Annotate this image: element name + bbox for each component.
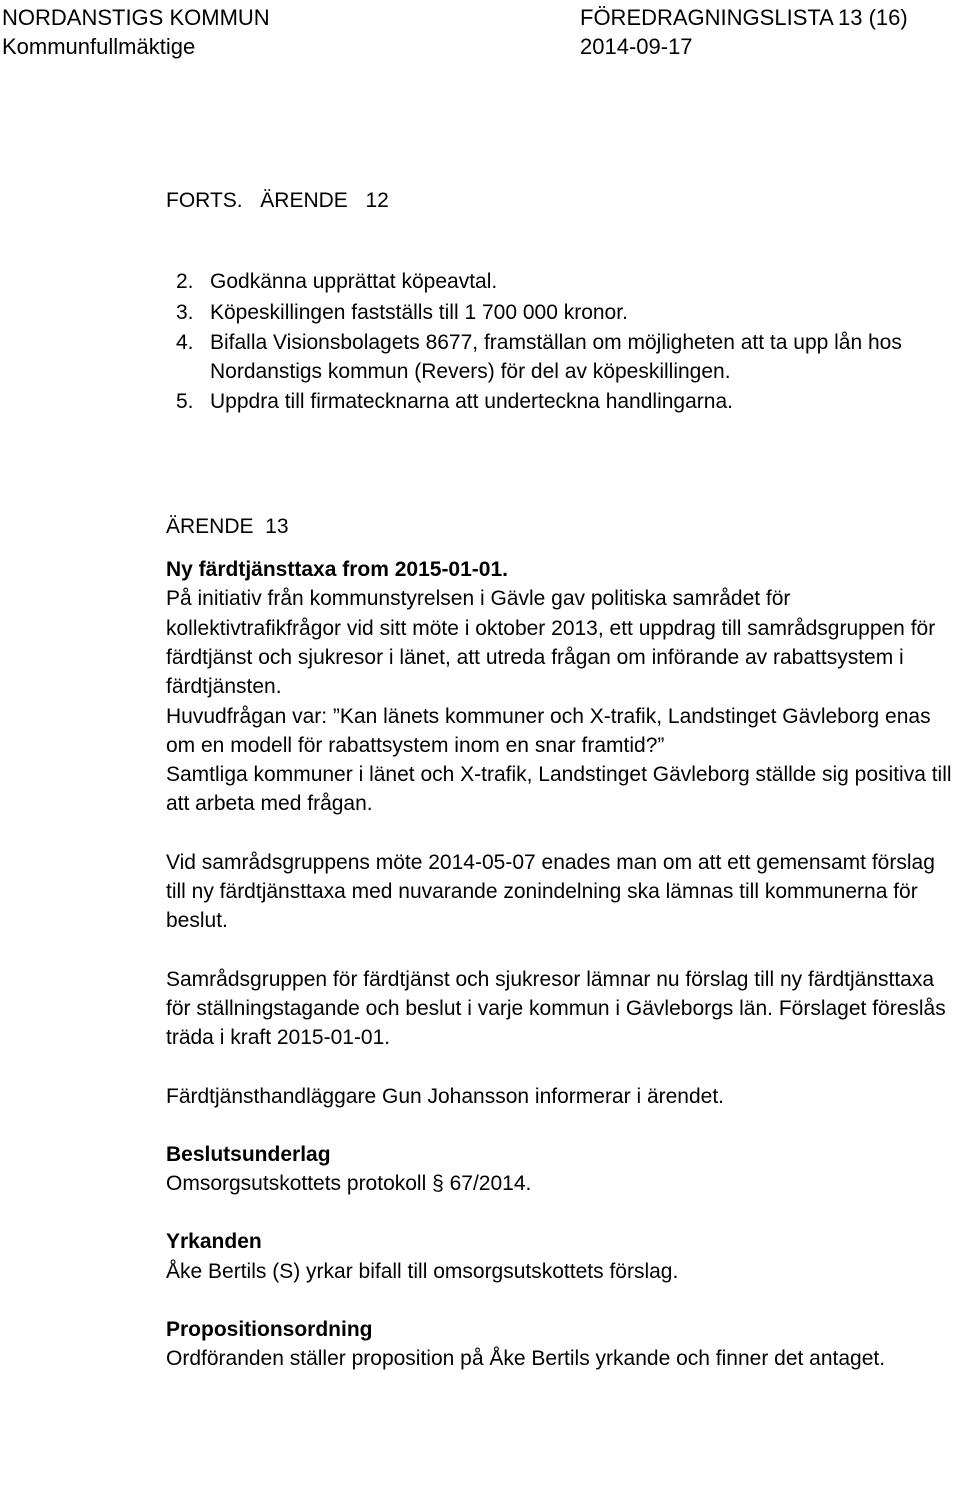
item-title: Ny färdtjänsttaxa from 2015-01-01. xyxy=(166,558,508,582)
motions-heading: Yrkanden xyxy=(166,1230,262,1254)
decision-text: Bifalla Visionsbolagets 8677, framställan om möjligheten att ta upp lån hos Nordanstigs kommun (Revers) för del av köpeskillingen. xyxy=(210,330,902,384)
body-paragraph: Färdtjänsthandläggare Gun Johansson informerar i ärendet. xyxy=(166,1084,724,1108)
basis-text: Omsorgsutskottets protokoll § 67/2014. xyxy=(166,1172,532,1196)
procedure-heading: Propositionsordning xyxy=(166,1318,373,1342)
decision-text: Köpeskillingen fastställs till 1 700 000 kronor. xyxy=(210,300,628,324)
page-number: 13 (16) xyxy=(838,5,908,30)
decision-number: 3. xyxy=(176,300,194,324)
decision-number: 4. xyxy=(176,330,194,354)
body-paragraph: Samtliga kommuner i länet och X-trafik, Landstinget Gävleborg ställde sig positiva till att arbeta med frågan. xyxy=(166,763,952,816)
decision-item xyxy=(166,267,956,296)
meeting-date: 2014-09-17 xyxy=(580,34,693,59)
body-paragraph: Huvudfrågan var: ”Kan länets kommuner och X-trafik, Landstinget Gävleborg enas om en modell för rabattsystem inom en snar framtid?” xyxy=(166,704,931,757)
organization-name: NORDANSTIGS KOMMUN xyxy=(2,5,270,30)
basis-heading: Beslutsunderlag xyxy=(166,1142,331,1166)
item-heading: ÄRENDE 13 xyxy=(166,514,289,538)
continued-item-heading: FORTS. ÄRENDE 12 xyxy=(166,189,389,212)
decision-text: Uppdra till firmatecknarna att underteckna handlingarna. xyxy=(210,390,733,414)
decision-number: 5. xyxy=(176,390,194,414)
decision-number: 2. xyxy=(176,270,194,294)
document-type: FÖREDRAGNINGSLISTA xyxy=(580,5,834,30)
motions-text: Åke Bertils (S) yrkar bifall till omsorgsutskottets förslag. xyxy=(166,1259,679,1283)
body-paragraph: Samrådsgruppen för färdtjänst och sjukresor lämnar nu förslag till ny färdtjänsttaxa för ställningstagande och beslut i varje kommun i Gävleborgs län. Förslaget föreslås träda i kraft 2015-01-01. xyxy=(166,967,946,1050)
council-name: Kommunfullmäktige xyxy=(2,34,196,59)
procedure-text: Ordföranden ställer proposition på Åke Bertils yrkande och finner det antaget. xyxy=(166,1347,886,1371)
body-paragraph: Vid samrådsgruppens möte 2014-05-07 enades man om att ett gemensamt förslag till ny färdtjänsttaxa med nuvarande zonindelning ska lämnas till kommunerna för beslut. xyxy=(166,850,935,933)
decision-item xyxy=(166,387,956,416)
page-header xyxy=(0,4,960,64)
decision-item xyxy=(166,298,956,327)
decision-list xyxy=(166,267,956,416)
decision-text: Godkänna upprättat köpeavtal. xyxy=(210,270,498,294)
document-body xyxy=(166,186,956,1374)
body-paragraph: På initiativ från kommunstyrelsen i Gävle gav politiska samrådet för kollektivtrafikfrågor vid sitt möte i oktober 2013, ett uppdrag till samrådsgruppen för färdtjänst och sjukresor i länet, att utreda frågan om införande av rabattsystem i färdtjänsten. xyxy=(166,587,936,699)
decision-item xyxy=(166,328,956,387)
